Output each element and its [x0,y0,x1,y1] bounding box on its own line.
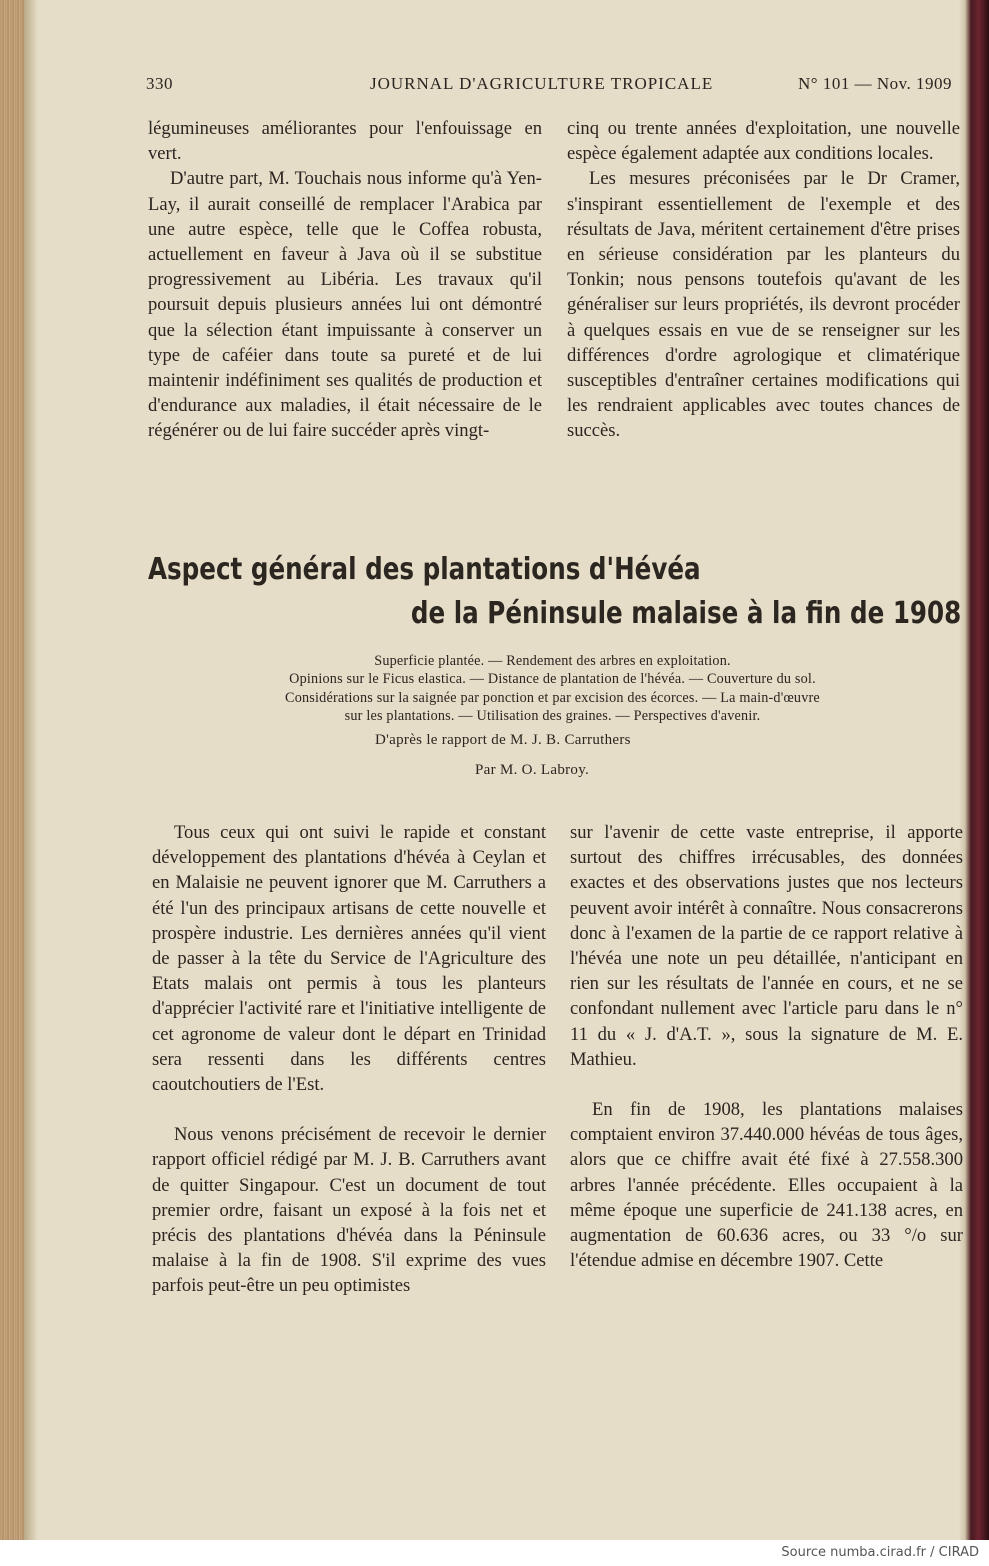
bottom-left-column [152,820,546,1299]
paragraph: Nous venons précisément de recevoir le dernier rapport officiel rédigé par M. J. B. Carruthers avant de quitter Singapour. C'est un document de tout premier ordre, faisant un exposé à la fois net et précis des plantations d'hévéa dans la Péninsule malaise à la fin de 1908. S'il exprime des vues parfois peut-être un peu optimistes [152,1124,546,1297]
running-head [140,70,960,100]
paragraph: En fin de 1908, les plantations malaises comptaient environ 37.440.000 hévéas de tous âges, alors que ce chiffre avait été fixé à 27.558.300 arbres l'année précédente. Elles occupaient à la même époque une superficie de 241.138 acres, en augmentation de 60.636 acres, ou 33 °/o sur l'étendue admise en décembre 1907. Cette [570,1099,963,1272]
issue-number: N° 101 — Nov. 1909 [798,74,952,93]
top-left-column [148,116,542,444]
subtitle-line: Considérations sur la saignée par ponction et par excision des écorces. — La main-d'œuvre [285,689,820,706]
page-number: 330 [146,74,173,93]
journal-page [140,70,965,1370]
paragraph: légumineuses améliorantes pour l'enfouissage en vert. [148,118,542,165]
paragraph: cinq ou trente années d'exploitation, une nouvelle espèce également adaptée aux conditions locales. [567,118,960,165]
paragraph-gap [570,1072,963,1097]
article-title-line-2: de la Péninsule malaise à la fin de 1908 [410,596,961,631]
byline-report: D'après le rapport de M. J. B. Carruthers [375,732,631,748]
journal-title: JOURNAL D'AGRICULTURE TROPICALE [370,74,714,93]
paragraph: Les mesures préconisées par le Dr Cramer, s'inspirant essentiellement de l'exemple et des résultats de Java, méritent certainement d'être prises en sérieuse considération par les planteurs du Tonkin; nous pensons toutefois qu'avant de les généraliser sur leurs propriétés, ils devront procéder à quelques essais en vue de se renseigner sur les différences d'ordre agrologique et climatérique susceptibles d'entraîner certaines modifications qui les rendraient applicables avec toutes chances de succès. [567,168,960,442]
paragraph-gap [152,1097,546,1122]
book-binding [0,0,24,1540]
bottom-right-column [570,820,963,1273]
article-title-line-1: Aspect général des plantations d'Hévéa [148,552,701,587]
paragraph: Tous ceux qui ont suivi le rapide et constant développement des plantations d'hévéa à Ceylan et en Malaisie ne peuvent ignorer que M. Carruthers a été l'un des principaux artisans de cette nouvelle et prospère industrie. Les dernières années qu'il vient de passer à la tête du Service de l'Agriculture des Etats malais ont permis à tous les planteurs d'apprécier l'activité rare et l'initiative intelligente de cet agronome de valeur dont le départ en Trinidad sera ressenti dans les différents centres caoutchoutiers de l'Est. [152,822,546,1096]
subtitle-line: sur les plantations. — Utilisation des graines. — Perspectives d'avenir. [344,708,761,725]
source-credit: Source numba.cirad.fr / CIRAD [781,1545,979,1560]
subtitle-line: Opinions sur le Ficus elastica. — Distance de plantation de l'hévéa. — Couverture du sol. [289,671,816,688]
paragraph: D'autre part, M. Touchais nous informe qu'à Yen-Lay, il aurait conseillé de remplacer l'Arabica par une autre espèce, telle que le Coffea robusta, actuellement en faveur à Java où il se substitue progressivement au Libéria. Les travaux qu'il poursuit depuis plusieurs années lui ont démontré que la sélection étant impuissante à conserver un type de caféier dans toute sa pureté et de lui maintenir indéfiniment ses qualités de production et d'endurance aux maladies, il était nécessaire de le régénérer ou de lui faire succéder après vingt- [148,168,542,442]
article-subtitle [140,652,965,726]
paragraph: sur l'avenir de cette vaste entreprise, il apporte surtout des chiffres irrécusables, des données exactes et des observations justes que nos lecteurs peuvent avoir intérêt à connaître. Nous consacrerons donc à l'examen de la partie de ce rapport relative à l'hévéa une note un peu détaillée, n'anticipant en rien sur les résultats de l'année en cours, et ne se confondant nullement avec l'article paru dans le n° 11 du « J. d'A.T. », sous la signature de M. E. Mathieu. [570,822,963,1070]
byline-author: Par M. O. Labroy. [475,762,590,778]
subtitle-line: Superficie plantée. — Rendement des arbres en exploitation. [374,653,731,669]
top-right-column [567,116,960,444]
gutter-shadow [24,0,38,1540]
